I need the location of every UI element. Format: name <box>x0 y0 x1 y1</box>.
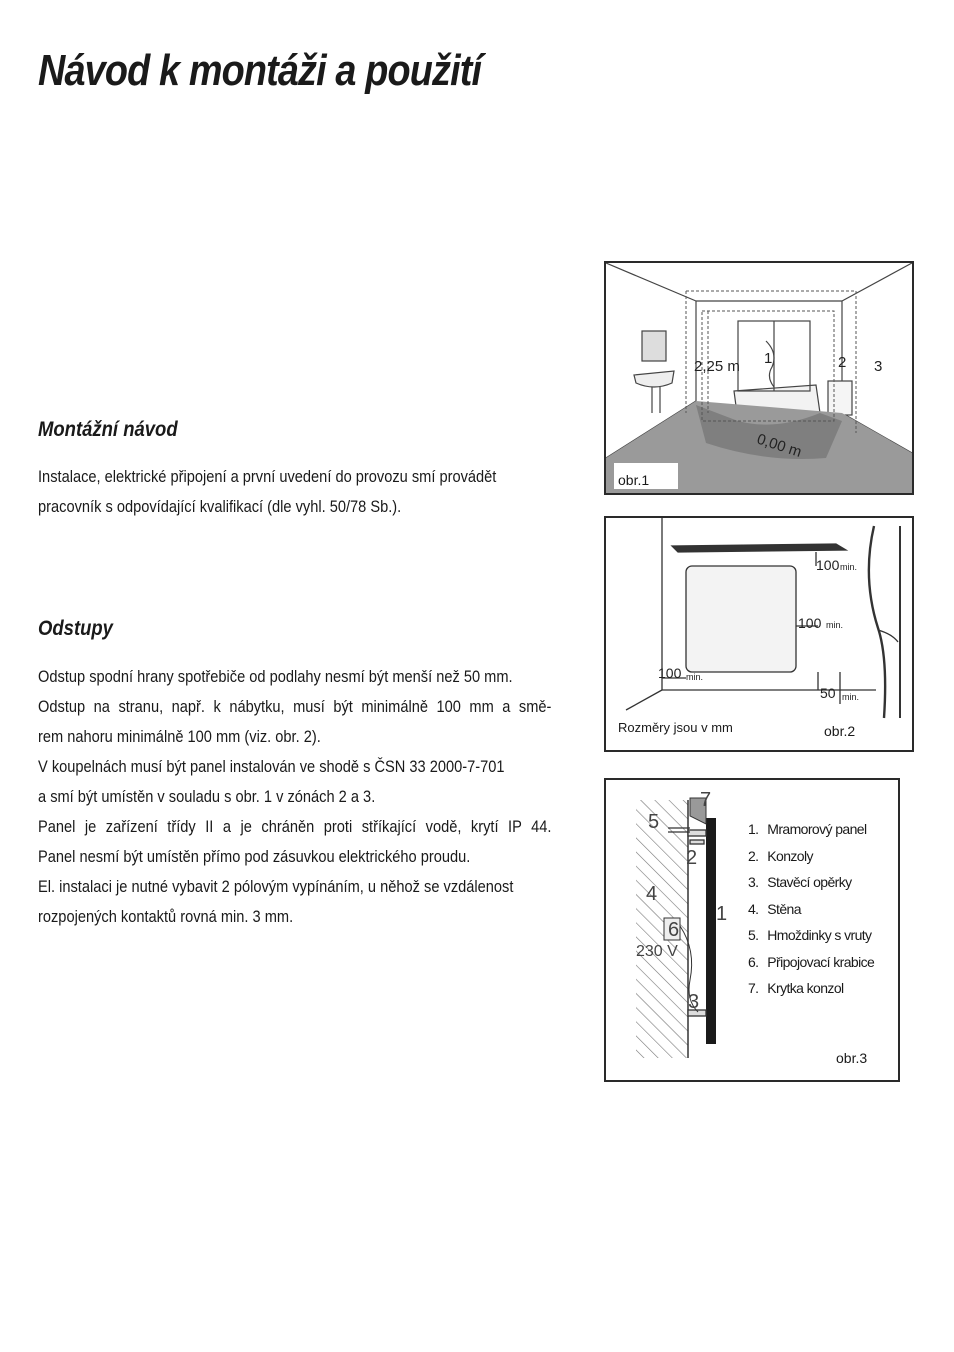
section-heading-montaz: Montážní návod <box>38 418 178 441</box>
dim-left-value: 100 <box>658 665 682 681</box>
callout-2: 2 <box>686 847 698 869</box>
text-line: a smí být umístěn v souladu s obr. 1 v zónách 2 a 3. <box>38 787 376 806</box>
figure-caption-obr1: obr.1 <box>614 463 678 489</box>
distances-illustration <box>606 518 912 750</box>
dim-bottom-min: min. <box>842 692 860 702</box>
page-title: Návod k montáži a použití <box>38 46 482 95</box>
text-line: Odstup na stranu, např. k nábytku, musí být minimálně 100 mm a smě- <box>38 697 552 716</box>
text-line: Panel nesmí být umístěn přímo pod zásuvkou elektrického proudu. <box>38 847 471 866</box>
figure-distances <box>604 516 914 752</box>
floor-mark: 0,00 m <box>754 430 804 461</box>
zone-1-label: 1 <box>764 350 773 367</box>
callout-6: 6 <box>668 919 680 941</box>
paragraph-odstupy <box>38 662 551 932</box>
text-line: Instalace, elektrické připojení a první uvedení do provozu smí provádět <box>38 467 497 486</box>
legend-item: 3. Stavěcí opěrky <box>748 874 852 890</box>
text-line: Odstup spodní hrany spotřebiče od podlahy nesmí být menší než 50 mm. <box>38 667 513 686</box>
text-line: V koupelnách musí být panel instalován ve shodě s ČSN 33 2000-7-701 <box>38 757 505 776</box>
figure-bathroom-zones <box>604 261 914 495</box>
figure-caption-obr2: obr.2 <box>824 723 856 739</box>
legend-item: 1. Mramorový panel <box>748 821 867 837</box>
section-heading-odstupy: Odstupy <box>38 617 113 640</box>
height-mark: 2,25 m <box>694 358 740 375</box>
callout-7: 7 <box>700 789 712 811</box>
voltage-label: 230 V <box>636 943 678 960</box>
callout-4: 4 <box>646 883 658 905</box>
legend-item: 4. Stěna <box>748 900 801 917</box>
parts-legend <box>748 816 874 1002</box>
legend-item: 2. Konzoly <box>748 847 813 864</box>
dim-top-min: min. <box>840 562 858 572</box>
figure-parts <box>604 778 900 1082</box>
dim-top-value: 100 <box>816 557 840 573</box>
text-line: Panel je zařízení třídy II a je chráněn proti stříkající vodě, krytí IP 44. <box>38 817 552 836</box>
text-line: rozpojených kontaktů rovná min. 3 mm. <box>38 907 294 926</box>
legend-item: 5. Hmoždinky s vruty <box>748 927 872 943</box>
legend-item: 7. Krytka konzol <box>748 980 844 996</box>
callout-5: 5 <box>648 811 660 833</box>
zone-3-label: 3 <box>874 358 883 375</box>
figure-caption-obr3: obr.3 <box>836 1050 868 1066</box>
figure-note-units: Rozměry jsou v mm <box>618 720 733 735</box>
paragraph-montaz <box>38 462 554 522</box>
text-line: rem nahoru minimálně 100 mm (viz. obr. 2). <box>38 727 321 746</box>
legend-item: 6. Připojovací krabice <box>748 953 875 970</box>
dim-side-min: min. <box>826 620 844 630</box>
callout-1: 1 <box>716 903 728 925</box>
dim-bottom-value: 50 <box>820 685 836 701</box>
text-line: El. instalaci je nutné vybavit 2 pólovým vypínáním, u něhož se vzdálenost <box>38 877 514 896</box>
text-line: pracovník s odpovídající kvalifikací (dle vyhl. 50/78 Sb.). <box>38 497 402 516</box>
dim-left-min: min. <box>686 672 704 682</box>
dim-side-value: 100 <box>798 615 822 631</box>
bathroom-zones-illustration <box>606 263 912 493</box>
callout-3: 3 <box>688 991 700 1013</box>
zone-2-label: 2 <box>838 354 847 371</box>
